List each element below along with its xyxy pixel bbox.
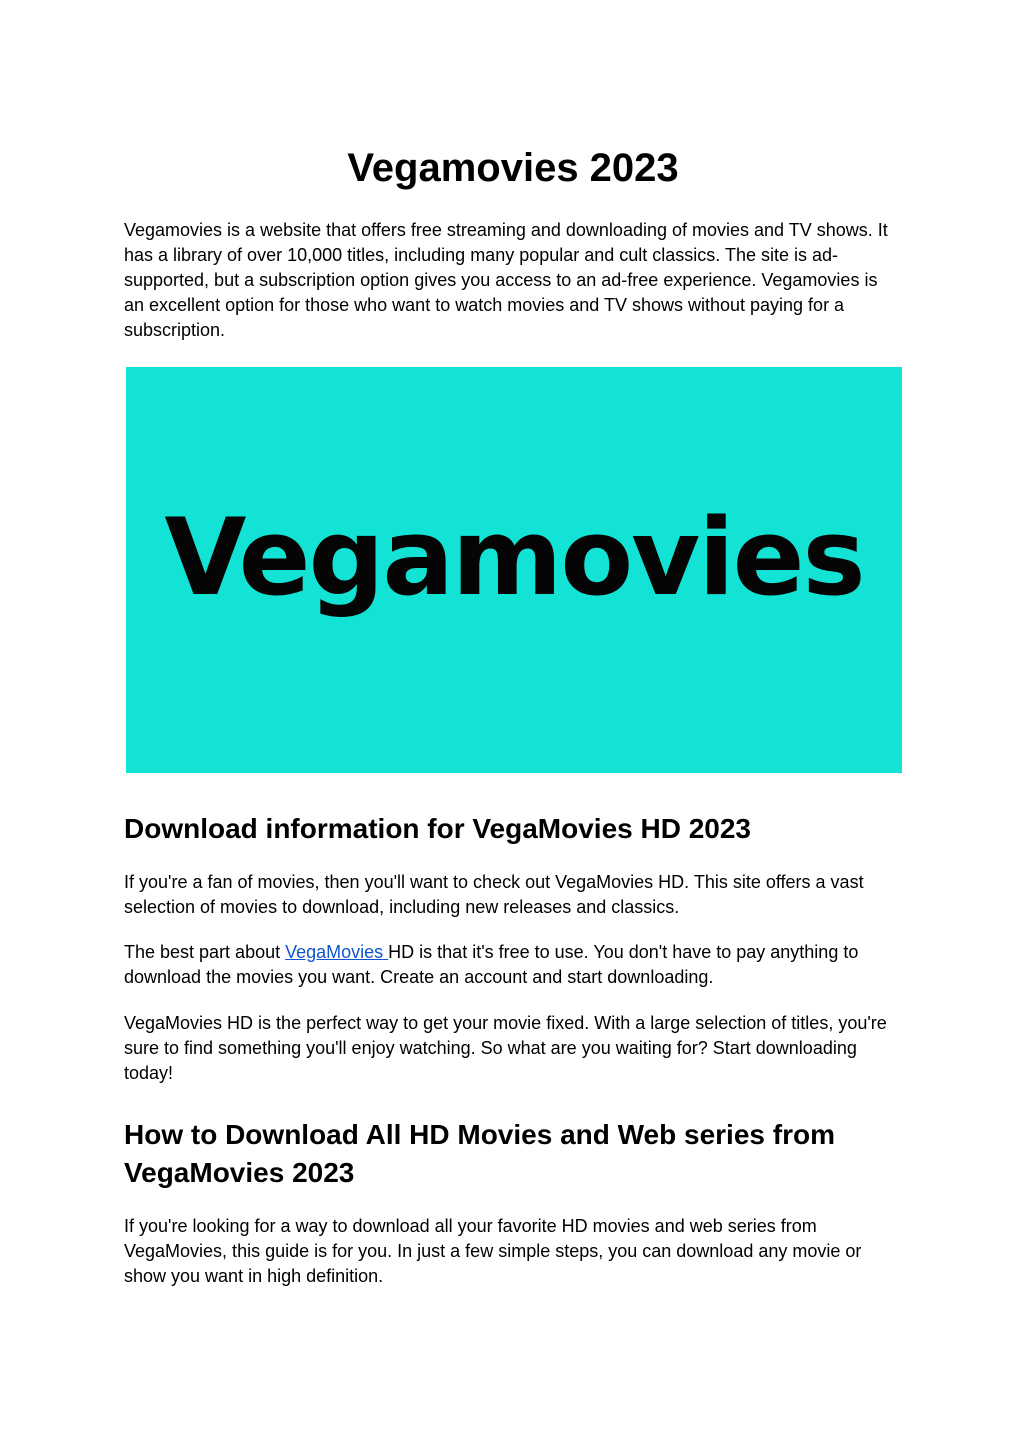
download-info-paragraph-3: VegaMovies HD is the perfect way to get your movie fixed. With a large selection of titles, you're sure to find something you'll enjoy watching. So what are you waiting for? Start downloading today! bbox=[124, 1013, 887, 1083]
page-title: Vegamovies 2023 bbox=[347, 146, 679, 190]
paragraph-text-before-link: The best part about bbox=[124, 942, 286, 962]
download-info-paragraph-2 bbox=[124, 940, 902, 990]
section-heading-download-info: Download information for VegaMovies HD 2023 bbox=[124, 813, 752, 844]
how-to-download-paragraph-1: If you're looking for a way to download all your favorite HD movies and web series from VegaMovies, this guide is for you. In just a few simple steps, you can download any movie or show you want in high definition. bbox=[124, 1216, 862, 1286]
banner-logo-text: Vegamovies bbox=[164, 496, 864, 619]
download-info-paragraph-1: If you're a fan of movies, then you'll want to check out VegaMovies HD. This site offers a vast selection of movies to download, including new releases and classics. bbox=[124, 872, 864, 917]
section-heading-how-to-download: How to Download All HD Movies and Web series from VegaMovies 2023 bbox=[124, 1119, 835, 1188]
paragraph-text-after-link: HD is that it's free to use. You don't have to pay anything to download the movies you want. Create an account and start downloading. bbox=[124, 942, 859, 987]
intro-paragraph: Vegamovies is a website that offers free streaming and downloading of movies and TV shows. It has a library of over 10,000 titles, including many popular and cult classics. The site is ad-supported, but a subscription option gives you access to an ad-free experience. Vegamovies is an excellent option for those who want to watch movies and TV shows without paying for a subscription. bbox=[124, 220, 888, 340]
vegamovies-banner-image bbox=[126, 367, 902, 773]
vegamovies-link[interactable]: VegaMovies bbox=[285, 942, 389, 962]
